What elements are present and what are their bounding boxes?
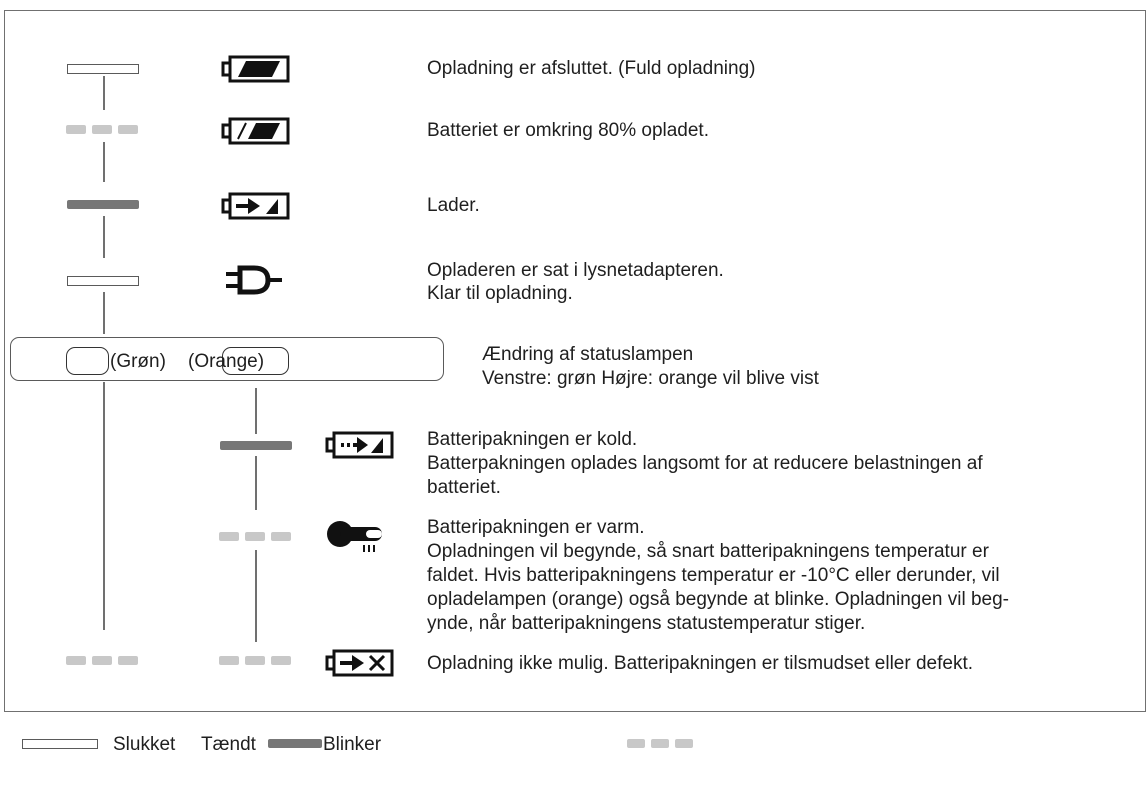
warm-text: faldet. Hvis batteripakningens temperatur er -10°C eller derunder, vil (427, 565, 1000, 586)
cold-text: Batterpakningen oplades langsomt for at reducere belastningen af (427, 453, 983, 474)
left-connector (103, 76, 105, 110)
right-connector (255, 550, 257, 642)
right-connector (255, 456, 257, 510)
thermometer-icon (326, 518, 396, 554)
plug-icon (224, 265, 286, 295)
lamp-blink-indicator (66, 656, 138, 665)
warm-text: Opladningen vil begynde, så snart batteripakningens temperatur er (427, 541, 989, 562)
lamp-blink-indicator (219, 656, 291, 665)
lamp-on-indicator (67, 200, 139, 209)
right-connector (255, 388, 257, 434)
legend-on-swatch (268, 739, 322, 748)
cold-text: Batteripakningen er kold. (427, 429, 638, 450)
green-lamp-outline (66, 347, 109, 375)
status-change-detail: Venstre: grøn Højre: orange vil blive vist (482, 368, 819, 389)
legend-blink-swatch (627, 739, 693, 748)
row-plugged-text: Klar til opladning. (427, 283, 573, 304)
legend-off-swatch (22, 739, 98, 749)
cold-text: batteriet. (427, 477, 501, 498)
lamp-off-indicator (67, 276, 139, 286)
battery-error-icon (324, 649, 394, 677)
legend-off-label: Slukket (113, 734, 176, 755)
orange-label: (Orange) (188, 351, 265, 372)
left-connector (103, 292, 105, 334)
status-change-title: Ændring af statuslampen (482, 344, 694, 365)
battery-80-icon (220, 117, 290, 145)
left-connector (103, 142, 105, 182)
lamp-blink-indicator (219, 532, 291, 541)
left-connector (103, 216, 105, 258)
warm-text: Batteripakningen er varm. (427, 517, 645, 538)
warm-text: ynde, når batteripakningens statustemperatur stiger. (427, 613, 866, 634)
row-charging-text: Lader. (427, 195, 480, 216)
row-full-text: Opladning er afsluttet. (Fuld opladning) (427, 58, 756, 79)
battery-charging-icon (220, 192, 290, 220)
lamp-on-indicator (220, 441, 292, 450)
left-connector (103, 382, 105, 630)
error-text: Opladning ikke mulig. Batteripakningen er tilsmudset eller defekt. (427, 653, 974, 674)
legend-blink-label: Blinker (323, 734, 382, 755)
lamp-off-indicator (67, 64, 139, 74)
row-plugged-text: Opladeren er sat i lysnetadapteren. (427, 260, 724, 281)
lamp-blink-indicator (66, 125, 138, 134)
row-80-text: Batteriet er omkring 80% opladet. (427, 120, 709, 141)
green-label: (Grøn) (110, 351, 166, 372)
warm-text: opladelampen (orange) også begynde at blinke. Opladningen vil beg- (427, 589, 1010, 610)
battery-full-icon (220, 55, 290, 83)
battery-slow-charge-icon (324, 431, 394, 459)
legend-on-label: Tændt (201, 734, 256, 755)
